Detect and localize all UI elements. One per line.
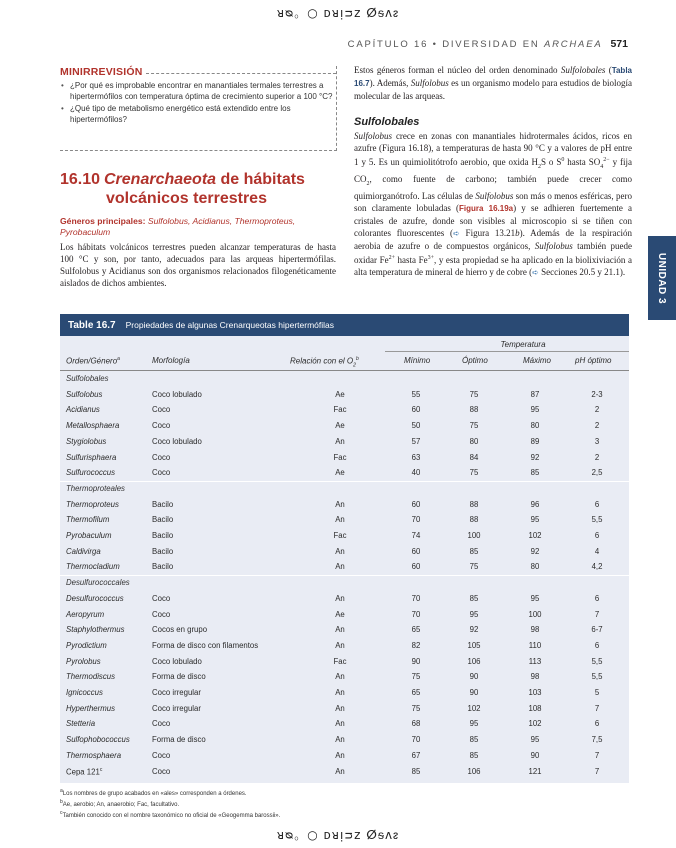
table-cell: 98 xyxy=(530,672,540,682)
table-cell: 95 xyxy=(530,593,540,603)
table-group-label: Thermoproteales xyxy=(66,483,125,493)
table-cell: 75 xyxy=(469,562,479,572)
table-cell: Pyrolobus xyxy=(66,656,101,666)
table-cell: Sulfolobus xyxy=(66,389,103,399)
text-run: también puede oxidar Fe xyxy=(354,240,632,265)
section-number: 16.10 xyxy=(60,171,101,188)
table-cell: 2-3 xyxy=(591,389,603,399)
minireview-divider xyxy=(146,73,336,74)
table-cell: 87 xyxy=(530,389,540,399)
section-title-line2: volcánicos terrestres xyxy=(106,190,267,207)
table-cell: 75 xyxy=(469,389,479,399)
table-cell: 75 xyxy=(411,672,421,682)
minireview-item: • ¿Qué tipo de metabolismo energético está extendido entre los hipertermófilos? xyxy=(70,104,336,125)
table-cell: Ae xyxy=(335,421,345,431)
table-row xyxy=(60,513,629,528)
table-cell: Fac xyxy=(333,405,347,415)
table-row xyxy=(60,435,629,450)
text-run: , y esta propiedad se ha aplicado en la biolixiviación a alta temperatura de mineral de hierro y de cobre ( xyxy=(354,254,632,277)
table-cell: An xyxy=(335,593,345,603)
table-cell: 106 xyxy=(467,766,481,776)
table-cell: 90 xyxy=(530,750,540,760)
table-row xyxy=(60,670,629,685)
table-cell: Metallosphaera xyxy=(66,421,120,431)
cross-reference-icon: ➪ xyxy=(532,267,539,277)
column-header: Relación con el $O_2^b$ xyxy=(290,356,359,369)
table-cell: Forma de disco xyxy=(152,735,206,745)
table-cell: An xyxy=(335,688,345,697)
table-cell: An xyxy=(335,499,345,509)
text-run: Figura 13.21 xyxy=(459,227,516,238)
table-cell: Bacilo xyxy=(152,546,174,556)
page-watermark-top: ᴚᴓ。○ ᴅᴚᴉᴝᴢ ⵁᵴᴧᴤ xyxy=(276,6,400,20)
table-cell: 82 xyxy=(411,640,421,650)
header-rule xyxy=(60,370,629,371)
column-header: Orden/Género$^a$ xyxy=(66,356,120,366)
table-title: Propiedades de algunas Crenarqueotas hipertermófilas xyxy=(125,320,335,330)
page-watermark-bottom: ᴚᴓ。○ ᴅᴚᴉᴝᴢ ⵁᵴᴧᴤ xyxy=(276,828,400,842)
text-run: es un organismo modelo para estudios de biología molecular de las arqueas. xyxy=(354,78,632,101)
table-row xyxy=(60,702,629,717)
table-cell: 55 xyxy=(411,389,421,399)
text-run: ( xyxy=(605,65,612,75)
table-cell: 102 xyxy=(528,719,542,729)
table-group-row xyxy=(60,482,629,497)
table-reference-link[interactable]: Tabla 16.7 xyxy=(354,66,632,88)
table-footnotes xyxy=(60,787,620,820)
figure-reference-link[interactable]: Figura 16.19a xyxy=(459,203,514,213)
table-cell: Thermoproteus xyxy=(66,499,119,509)
table-cell: 85 xyxy=(411,766,421,776)
table-cell: 70 xyxy=(411,515,421,525)
table-cell: Cocos en grupo xyxy=(152,625,208,635)
footnote-a: $^a$Los nombres de grupo acabados en «ales» corresponden a órdenes. xyxy=(60,788,247,797)
table-row xyxy=(60,686,629,701)
genera-label: Géneros principales: xyxy=(60,216,148,226)
table-cell: Stetteria xyxy=(66,719,96,729)
table-cell: 7 xyxy=(594,766,600,776)
table-cell: An xyxy=(335,562,345,572)
text-run: S o S xyxy=(540,157,562,167)
table-row xyxy=(60,529,629,544)
table-cell: 60 xyxy=(411,546,421,556)
table-cell: 5,5 xyxy=(591,656,603,666)
table-cell: 88 xyxy=(469,515,479,525)
table-cell: Sulfurisphaera xyxy=(66,452,117,462)
column-header: Morfología xyxy=(152,356,190,365)
right-intro-text xyxy=(354,64,632,102)
table-cell: 85 xyxy=(469,750,479,760)
text-run: Estos géneros forman el núcleo del orden denominado xyxy=(354,65,561,75)
section-title: de hábitats xyxy=(216,171,305,188)
text-run-italic: Sulfolobales xyxy=(560,65,606,75)
table-cell: Coco xyxy=(152,452,171,462)
table-cell: 85 xyxy=(469,593,479,603)
table-cell: Coco xyxy=(152,719,171,729)
table-cell: 100 xyxy=(528,609,542,619)
running-head xyxy=(348,38,628,50)
table-cell: Ae xyxy=(335,609,345,619)
table-cell: An xyxy=(335,672,345,682)
table-cell: 95 xyxy=(469,719,479,729)
footnote-c: $^c$También conocido con el nombre taxonómico no oficial de «Geogemma barossii». xyxy=(60,810,281,819)
table-cell: Staphylothermus xyxy=(66,625,125,635)
table-cell: Coco lobulado xyxy=(152,656,202,666)
table-cell: Aeropyrum xyxy=(66,609,105,619)
table-cell: 4,2 xyxy=(591,562,603,572)
table-cell: 40 xyxy=(411,468,421,478)
table-cell: 95 xyxy=(469,609,479,619)
table-cell: 98 xyxy=(530,625,540,635)
table-row xyxy=(60,592,629,607)
table-cell: 84 xyxy=(469,452,479,462)
table-cell: 102 xyxy=(467,703,481,713)
table-cell: 70 xyxy=(411,593,421,603)
table-cell: Thermocladium xyxy=(66,562,120,572)
table-cell: Hyperthermus xyxy=(66,703,115,713)
table-cell: 75 xyxy=(469,421,479,431)
table-cell: Coco xyxy=(152,593,171,603)
table-cell: An xyxy=(335,735,345,745)
table-cell: Ae xyxy=(335,468,345,478)
table-cell: 92 xyxy=(469,625,479,635)
text-run: ). Además de la respiración aerobia de azufre o de compuestos orgánicos, xyxy=(354,227,633,251)
table-cell: Coco xyxy=(152,405,171,415)
section-body-text: Los hábitats volcánicos terrestres pueden alcanzar temperaturas de hasta 100 °C y son, por tanto, adecuados para las arqueas hipertermófilas. Sulfolobus y Acidianus son dos organismos relacionados filogenéticamente aislados de dichos ambientes. xyxy=(60,242,336,288)
table-cell: 6 xyxy=(594,593,600,603)
table-row xyxy=(60,765,629,780)
column-header: pH óptimo xyxy=(575,356,612,365)
table-cell: An xyxy=(335,625,345,635)
table-cell: 85 xyxy=(530,468,540,478)
table-cell: 80 xyxy=(530,421,540,431)
text-run-italic: Sulfolobus xyxy=(475,190,514,201)
table-cell: 95 xyxy=(530,515,540,525)
table-cell: An xyxy=(335,436,345,446)
table-cell: Cepa 121$^c$ xyxy=(66,766,103,777)
temperature-header-rule xyxy=(385,351,629,352)
footnote-text: Los nombres de grupo acabados en «ales» corresponden a órdenes. xyxy=(62,791,247,797)
table-cell: 3 xyxy=(594,436,600,446)
page-number: 571 xyxy=(610,38,628,50)
table-cell: 60 xyxy=(411,405,421,415)
table-cell: 100 xyxy=(467,531,481,540)
table-cell: Pyrobaculum xyxy=(66,531,112,540)
table-cell: 7,5 xyxy=(591,735,603,745)
table-cell: 90 xyxy=(469,672,479,682)
table-cell: 96 xyxy=(530,499,540,509)
text-run: son más o menos esféricas, pero son claramente lobuladas ( xyxy=(354,190,632,213)
table-cell: 50 xyxy=(411,421,421,431)
table-cell: 68 xyxy=(411,719,421,729)
table-cell: Coco xyxy=(152,468,171,478)
table-cell: Coco xyxy=(152,421,171,431)
footnote-b: $^b$Ae, aerobio; An, anaerobio; Fac, facultativo. xyxy=(60,799,180,808)
text-run: Secciones 20.5 y 21.1). xyxy=(538,266,626,277)
table-cell: 113 xyxy=(528,656,542,666)
main-genera xyxy=(60,216,340,238)
table-cell: 6 xyxy=(594,499,600,509)
text-run: y fija CO xyxy=(354,157,633,184)
table-number: Table 16.7 xyxy=(68,319,116,331)
table-cell: 67 xyxy=(411,750,421,760)
table-cell: 103 xyxy=(528,688,542,697)
table-cell: Coco lobulado xyxy=(152,389,202,399)
genera-list: Sulfolobus, Acidianus, Thermoproteus, Pyrobaculum xyxy=(60,216,296,237)
text-run-italic: Sulfolobus xyxy=(410,78,449,88)
table-cell: An xyxy=(335,766,345,776)
minireview-list xyxy=(60,81,336,125)
table-cell: 80 xyxy=(530,562,540,572)
unit-tab-label: UNIDAD 3 xyxy=(656,252,668,304)
table-cell: An xyxy=(335,719,345,729)
table-cell: 2 xyxy=(594,452,600,462)
table-cell: Sulfophobococcus xyxy=(66,735,130,745)
table-cell: 85 xyxy=(469,735,479,745)
table-cell: 121 xyxy=(528,766,542,776)
table-cell: Forma de disco xyxy=(152,672,206,682)
table-cell: Pyrodictium xyxy=(66,640,107,650)
table-row xyxy=(60,623,629,638)
table-row xyxy=(60,419,629,434)
table-row xyxy=(60,498,629,513)
running-head-chapter: CAPÍTULO 16 • DIVERSIDAD EN xyxy=(347,39,544,50)
table-cell: 2 xyxy=(594,405,600,415)
table-cell: Coco irregular xyxy=(152,688,201,697)
text-run-italic: b xyxy=(515,227,520,238)
table-cell: 65 xyxy=(411,625,421,635)
table-cell: An xyxy=(335,703,345,713)
table-cell: 2 xyxy=(594,421,600,431)
table-cell: Fac xyxy=(333,531,347,540)
table-cell: 6-7 xyxy=(591,625,603,635)
minireview-item: • ¿Por qué es improbable encontrar en manantiales termales terrestres a hipertermófilos con temperatura óptima de crecimiento superior a 100 °C? xyxy=(70,81,336,102)
column-header: Óptimo xyxy=(462,356,488,365)
section-title-italic: Crenarchaeota xyxy=(104,171,217,188)
table-cell: An xyxy=(335,515,345,525)
table-row xyxy=(60,749,629,764)
table-cell: 92 xyxy=(530,452,540,462)
table-cell: Coco lobulado xyxy=(152,436,202,446)
table-cell: 60 xyxy=(411,562,421,572)
minireview-box xyxy=(60,66,337,151)
column-header: Máximo xyxy=(523,356,552,365)
table-cell: 90 xyxy=(411,656,421,666)
table-cell: 65 xyxy=(411,688,421,697)
text-run: hasta Fe xyxy=(394,254,428,265)
table-row xyxy=(60,733,629,748)
table-row xyxy=(60,403,629,418)
table-cell: Bacilo xyxy=(152,531,174,540)
temperature-header: Temperatura xyxy=(500,340,546,349)
table-cell: 5,5 xyxy=(591,515,603,525)
table-cell: 7 xyxy=(594,750,600,760)
running-head-chapter-italic: ARCHAEA xyxy=(543,39,603,50)
table-cell: 106 xyxy=(467,656,481,666)
table-cell: 75 xyxy=(411,703,421,713)
text-run-italic: Sulfolobus xyxy=(534,240,573,251)
unit-tab xyxy=(648,236,676,320)
table-row xyxy=(60,545,629,560)
table-row xyxy=(60,717,629,732)
table-cell: Fac xyxy=(333,656,347,666)
column-header-label: Orden/Género xyxy=(66,356,118,366)
table-cell: 102 xyxy=(528,531,542,540)
table-row xyxy=(60,466,629,481)
minireview-title: MINIRREVISIÓN xyxy=(60,66,143,78)
text-run: crece en zonas con manantiales hidrotermales ácidos, ricos en azufre (Figura 16.18), a temperaturas de hasta 90 °C y a valores de pH entre 1 y 5. Es un quimiolitótrofo aerobio, que oxida H xyxy=(354,131,632,167)
table-cell: Sulfurococcus xyxy=(66,468,115,478)
table-cell: 108 xyxy=(528,703,542,713)
table-cell: Coco xyxy=(152,750,171,760)
subsection-heading: Sulfolobales xyxy=(354,116,420,128)
table-body xyxy=(60,336,629,783)
table-cell: Coco xyxy=(152,609,171,619)
table-cell: Caldivirga xyxy=(66,546,101,556)
table-cell: 85 xyxy=(469,546,479,556)
text-run: hasta SO xyxy=(564,157,601,167)
column-headers xyxy=(60,356,629,370)
table-cell: Coco xyxy=(152,766,171,776)
table-cell: 88 xyxy=(469,405,479,415)
text-run: ) y se adhieren fuertemente a cristales de azufre, donde son visibles al microscopio si se tiñen con colorantes fluorescentes ( xyxy=(354,202,632,238)
table-cell: 105 xyxy=(467,640,481,650)
table-cell: 90 xyxy=(469,688,479,697)
table-cell: 57 xyxy=(411,436,421,446)
table-cell: An xyxy=(335,750,345,760)
table-cell: Thermodiscus xyxy=(66,672,115,682)
table-cell: 7 xyxy=(594,703,600,713)
table-cell: 88 xyxy=(469,499,479,509)
table-row xyxy=(60,560,629,575)
table-cell: Thermofilum xyxy=(66,515,110,525)
table-cell: 5 xyxy=(594,688,600,697)
text-run: , como fuente de carbono; también puede crecer como quimiorganótrofo. Las células de xyxy=(354,173,632,201)
table-group-row xyxy=(60,576,629,591)
table-cell: Ae xyxy=(335,389,345,399)
table-cell: Bacilo xyxy=(152,499,174,509)
table-cell: Thermosphaera xyxy=(66,750,122,760)
column-header: Mínimo xyxy=(404,356,431,365)
footnote-text: Ae, aerobio; An, anaerobio; Fac, facultativo. xyxy=(62,802,180,808)
table-cell: 2,5 xyxy=(591,468,603,478)
table-cell: 63 xyxy=(411,452,421,462)
table-row xyxy=(60,451,629,466)
table-cell: Stygiolobus xyxy=(66,436,107,446)
table-cell: 70 xyxy=(411,735,421,745)
table-cell: 60 xyxy=(411,499,421,509)
table-cell: 75 xyxy=(469,468,479,478)
table-row xyxy=(60,608,629,623)
table-cell: 74 xyxy=(411,531,421,540)
table-title-bar xyxy=(60,314,629,336)
table-cell: An xyxy=(335,546,345,556)
table-cell: An xyxy=(335,640,345,650)
section-heading xyxy=(60,170,342,208)
table-row xyxy=(60,655,629,670)
table-cell: Bacilo xyxy=(152,515,174,525)
table-cell: 80 xyxy=(469,436,479,446)
column-header-label: Relación con el O xyxy=(290,356,354,366)
table-group-label: Sulfolobales xyxy=(66,374,109,383)
table-cell: Forma de disco con filamentos xyxy=(152,640,259,650)
table-cell: 92 xyxy=(530,546,540,556)
footnote-text: También conocido con el nombre taxonómico no oficial de «Geogemma barossii». xyxy=(62,813,281,819)
text-run: ). Además, xyxy=(369,78,411,88)
table-cell: 110 xyxy=(528,640,542,650)
table-row xyxy=(60,639,629,654)
table-cell: 6 xyxy=(594,719,600,729)
table-cell: Desulfurococcus xyxy=(66,593,124,603)
table-cell: Acidianus xyxy=(66,405,100,415)
text-run-italic: Sulfolobus xyxy=(354,131,393,141)
table-cell: Bacilo xyxy=(152,562,174,572)
table-cell: 6 xyxy=(594,531,600,540)
table-group-label: Desulfurococcales xyxy=(66,578,130,588)
table-cell: 70 xyxy=(411,609,421,619)
table-cell: 6 xyxy=(594,640,600,650)
sulfolobales-body-text: Sulfolobus crece en zonas con manantiales hidrotermales ácidos, ricos en azufre (Figura 16.18), a temperaturas de hasta 90 °C y a valores de pH entre 1 y 5. Es un quimiolitótrofo aerobio, que oxida $H_2S$ o $S^0$ hasta $SO_4^{2-}$ y fija $CO_2$, como fuente de carbono; también puede crecer como quimiorganótrofo. Las células de Sulfolobus son más o menos esféricas, pero son claramente lobuladas (Figura 16.19a) y se adhieren fuertemente a cristales de azufre, donde son visibles al microscopio si se tiñen con colorantes fluorescentes (➪ Figura 13.21b). Además de la respiración aerobia de azufre o de compuestos orgánicos, Sulfolobus también puede oxidar $Fe^{2+}$ hasta $Fe^{3+}$, y esta propiedad se ha aplicado en la biolixiviación a alta temperatura de mineral de hierro y de cobre (➪ Secciones 20.5 y 21.1). xyxy=(354,131,633,277)
cross-reference-icon: ➪ xyxy=(453,228,460,238)
table-cell: Ignicoccus xyxy=(66,688,103,697)
table-cell: 89 xyxy=(530,436,540,446)
table-cell: 5,5 xyxy=(591,672,603,682)
table-cell: 95 xyxy=(530,405,540,415)
table-cell: 95 xyxy=(530,735,540,745)
table-row xyxy=(60,388,629,403)
table-cell: Fac xyxy=(333,452,347,462)
table-group-row xyxy=(60,372,629,387)
table-cell: 4 xyxy=(594,546,600,556)
table-cell: 7 xyxy=(594,609,600,619)
table-cell: Coco irregular xyxy=(152,703,201,713)
